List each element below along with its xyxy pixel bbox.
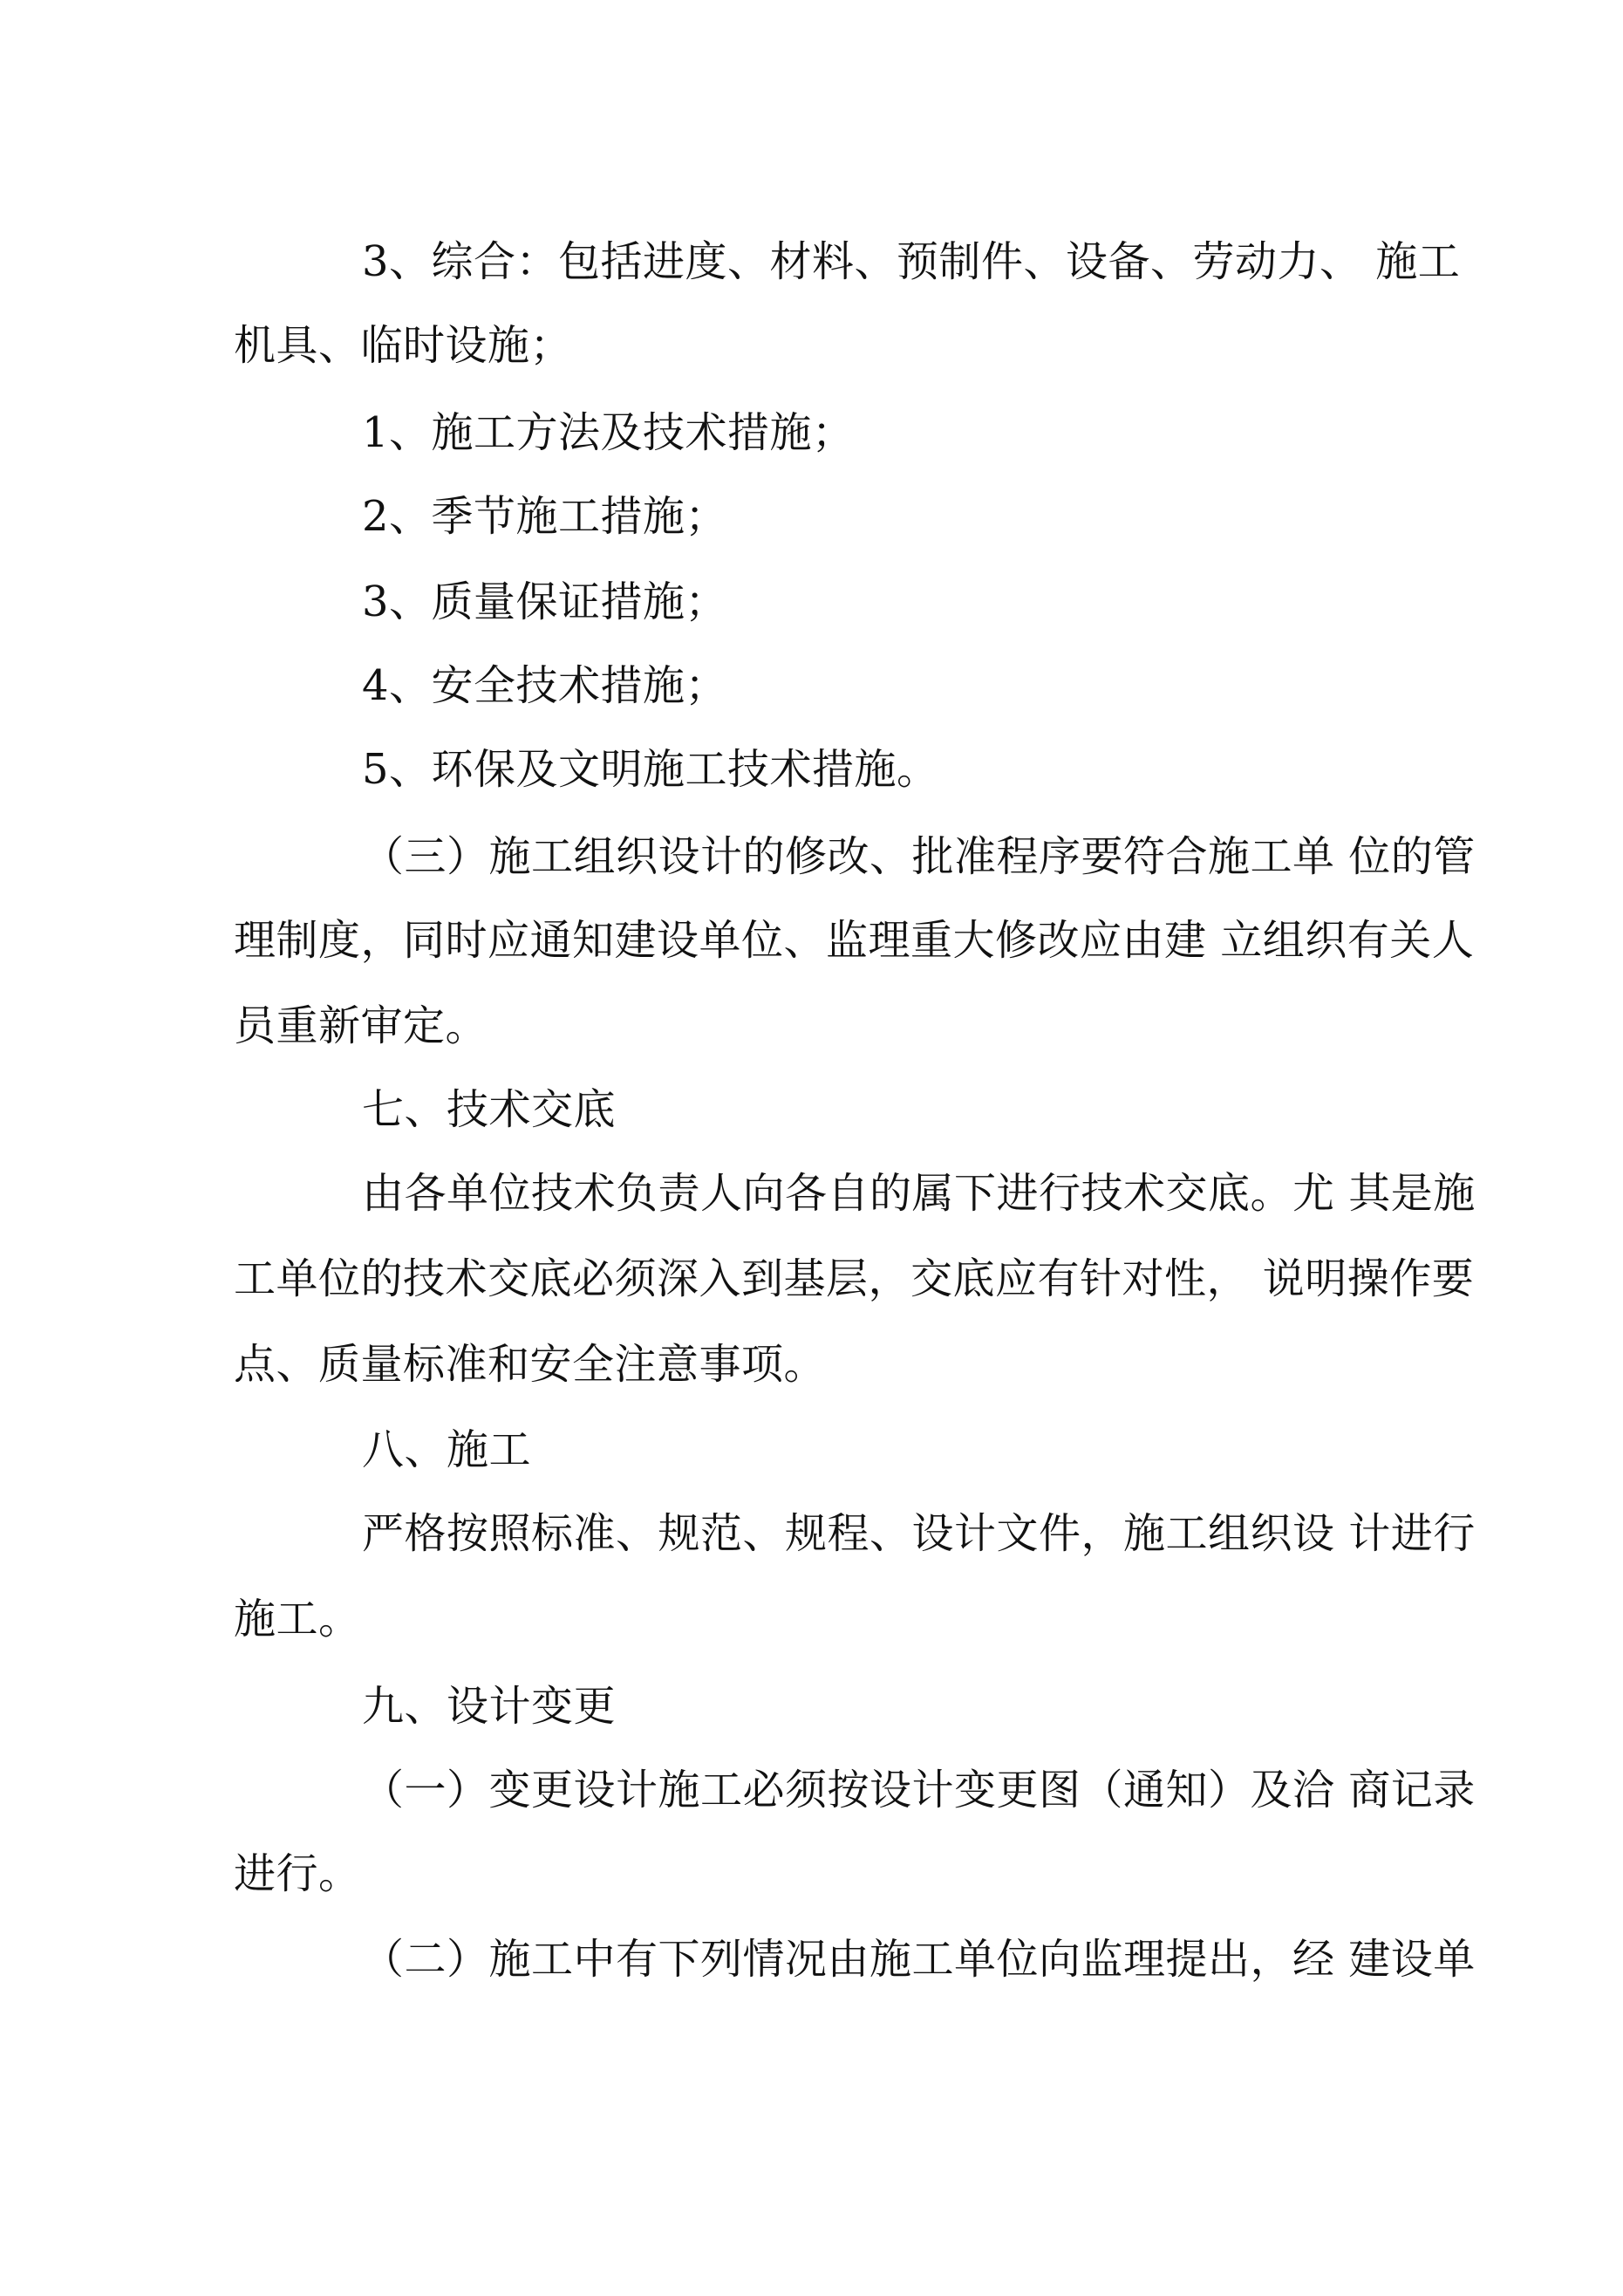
text-line: 理制度，同时应通知建设单位、监理重大修改应由建 立组织有关人 (234, 916, 1475, 965)
text-line: （一）变更设计施工必须按设计变更图（通知）及洽 商记录 (362, 1766, 1476, 1814)
text-line: 3、综合：包括进度、材料、预制件、设备、劳动力、 施工 (362, 237, 1461, 286)
section-heading: 八、施工 (362, 1425, 532, 1474)
text-line: （三）施工组织设计的修改、批准程序要符合施工单 位的管 (362, 832, 1476, 881)
text-line: 员重新审定。 (234, 1001, 488, 1050)
text-line: 工单位的技术交底必须深入到基层，交底应有针对性， 说明操作要 (234, 1254, 1475, 1303)
text-line: 严格按照标准、规范、规程、设计文件，施工组织设 计进行 (362, 1509, 1476, 1558)
text-line: 由各单位技术负责人向各自的属下进行技术交底。尤 其是施 (362, 1169, 1476, 1218)
text-line: 施工。 (234, 1595, 361, 1643)
text-line: 机具、临时设施； (234, 321, 573, 370)
text-line: 进行。 (234, 1849, 361, 1898)
text-line: 4、安全技术措施； (362, 661, 728, 710)
text-line: 1、施工方法及技术措施； (362, 408, 855, 457)
text-line: 5、环保及文明施工技术措施。 (362, 745, 939, 794)
text-line: 2、季节施工措施； (362, 492, 728, 541)
section-heading: 九、设计变更 (362, 1682, 617, 1731)
text-line: 3、质量保证措施； (362, 577, 728, 626)
section-heading: 七、技术交底 (362, 1085, 617, 1134)
text-line: 点、质量标准和安全注意事项。 (234, 1340, 827, 1389)
text-line: （二）施工中有下列情况由施工单位向监理提出，经 建设单 (362, 1935, 1476, 1984)
